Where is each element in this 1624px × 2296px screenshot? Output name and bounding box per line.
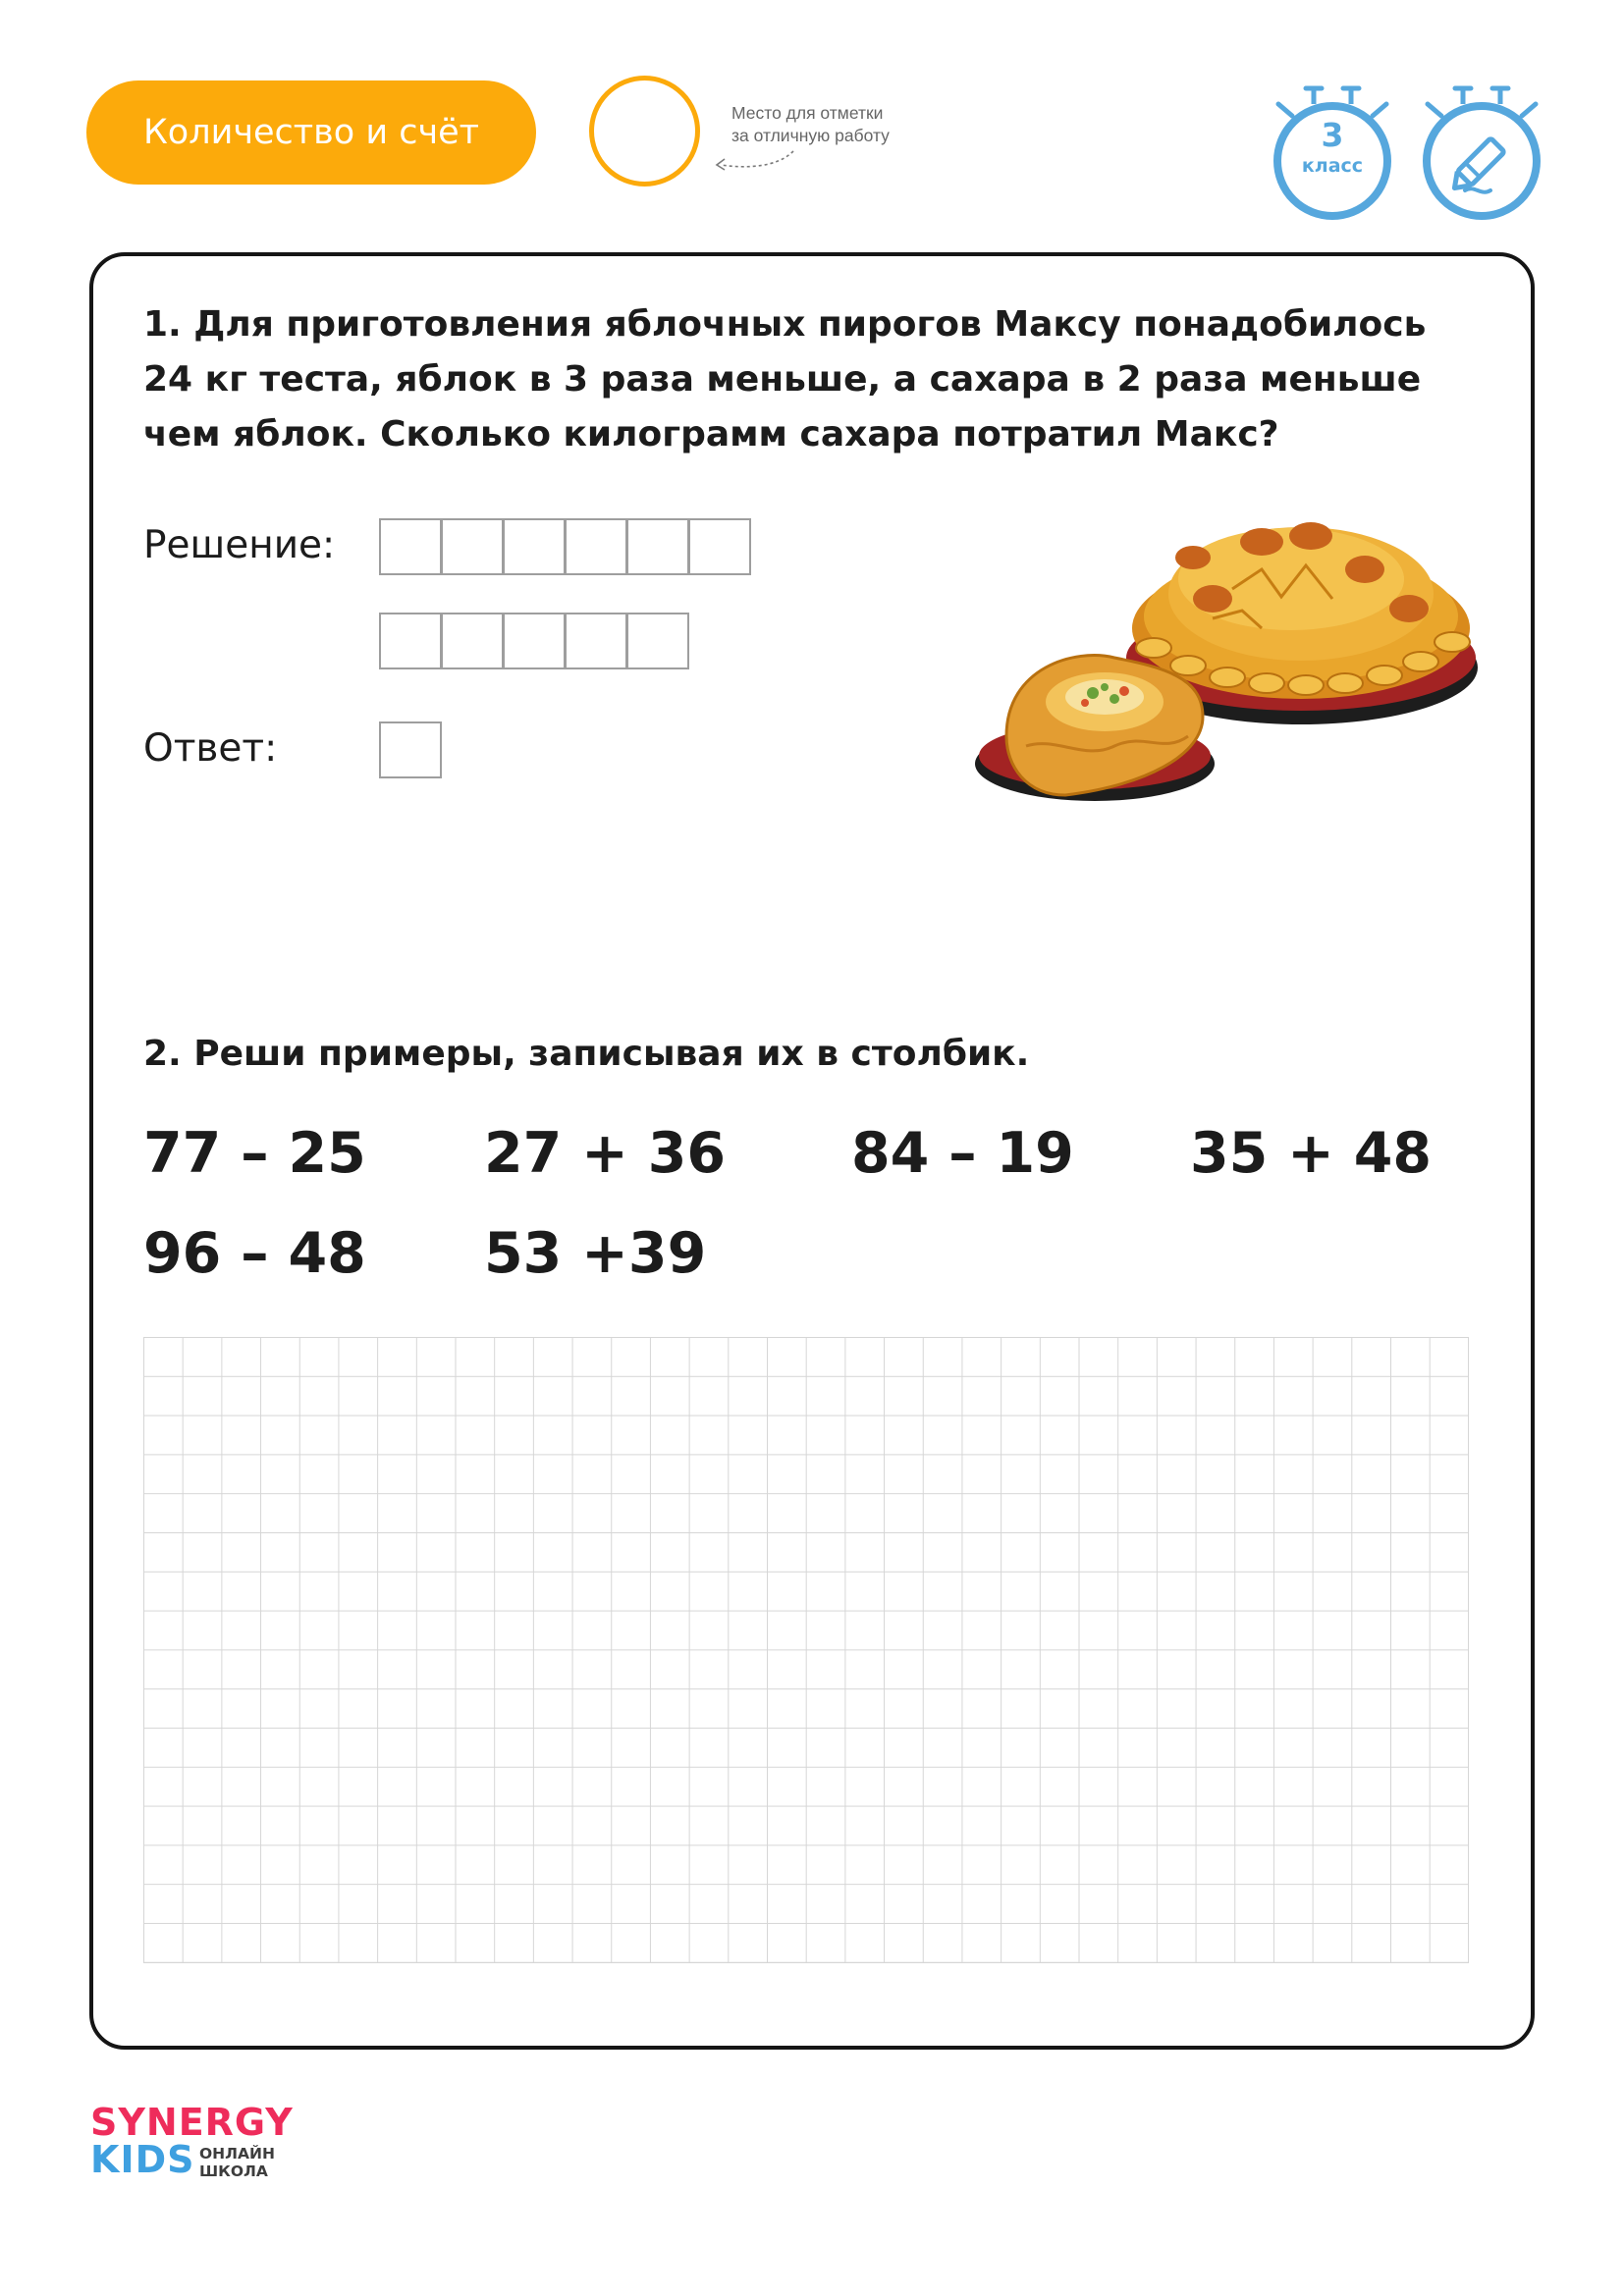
answer-cell[interactable] bbox=[379, 721, 442, 778]
task1-line1: 1. Для приготовления яблочных пирогов Максу понадобилось bbox=[143, 304, 1427, 345]
solution-cell[interactable] bbox=[565, 518, 627, 575]
solution-cell[interactable] bbox=[503, 518, 566, 575]
mark-hint bbox=[731, 102, 890, 147]
solution-cell[interactable] bbox=[441, 518, 504, 575]
task1-line3: чем яблок. Сколько килограмм сахара потратил Макс? bbox=[143, 414, 1279, 454]
grade-badge-icon bbox=[1272, 82, 1392, 226]
expression-5: 96 – 48 bbox=[143, 1221, 366, 1286]
expression-1: 77 – 25 bbox=[143, 1121, 366, 1186]
logo-tagline bbox=[199, 2145, 275, 2180]
solution-cell[interactable] bbox=[688, 518, 751, 575]
pencil-badge-icon bbox=[1422, 82, 1542, 226]
grade-mark-circle[interactable] bbox=[589, 76, 700, 187]
solution-cell[interactable] bbox=[379, 518, 442, 575]
expression-2: 27 + 36 bbox=[484, 1121, 727, 1186]
task1-line2: 24 кг теста, яблок в 3 раза меньше, а сахара в 2 раза меньше bbox=[143, 359, 1422, 400]
grid-paper[interactable] bbox=[143, 1337, 1469, 1963]
solution-cell[interactable] bbox=[379, 613, 442, 669]
expression-3: 84 – 19 bbox=[851, 1121, 1074, 1186]
expression-6: 53 +39 bbox=[484, 1221, 707, 1286]
mark-hint-line2: за отличную работу bbox=[731, 126, 890, 145]
pie-illustration bbox=[967, 501, 1488, 815]
hint-arrow-icon bbox=[709, 147, 797, 177]
topic-pill: Количество и счёт bbox=[86, 80, 536, 185]
solution-cell[interactable] bbox=[503, 613, 566, 669]
solution-cell[interactable] bbox=[626, 518, 689, 575]
logo-tagline-line1: ОНЛАЙН bbox=[199, 2145, 275, 2163]
expression-4: 35 + 48 bbox=[1190, 1121, 1433, 1186]
solution-label: Решение: bbox=[143, 523, 336, 567]
solution-cell[interactable] bbox=[441, 613, 504, 669]
mark-hint-line1: Место для отметки bbox=[731, 103, 884, 123]
grade-number: 3 bbox=[1321, 116, 1344, 154]
task2-prompt: 2. Реши примеры, записывая их в столбик. bbox=[143, 1034, 1030, 1074]
logo-kids: KIDS bbox=[90, 2138, 195, 2181]
solution-cell[interactable] bbox=[626, 613, 689, 669]
task1-text bbox=[143, 297, 1498, 462]
logo-tagline-line2: ШКОЛА bbox=[199, 2163, 268, 2180]
answer-label: Ответ: bbox=[143, 726, 278, 771]
grade-word: класс bbox=[1301, 155, 1364, 177]
solution-cell[interactable] bbox=[565, 613, 627, 669]
logo-synergy: SYNERGY bbox=[90, 2101, 294, 2144]
